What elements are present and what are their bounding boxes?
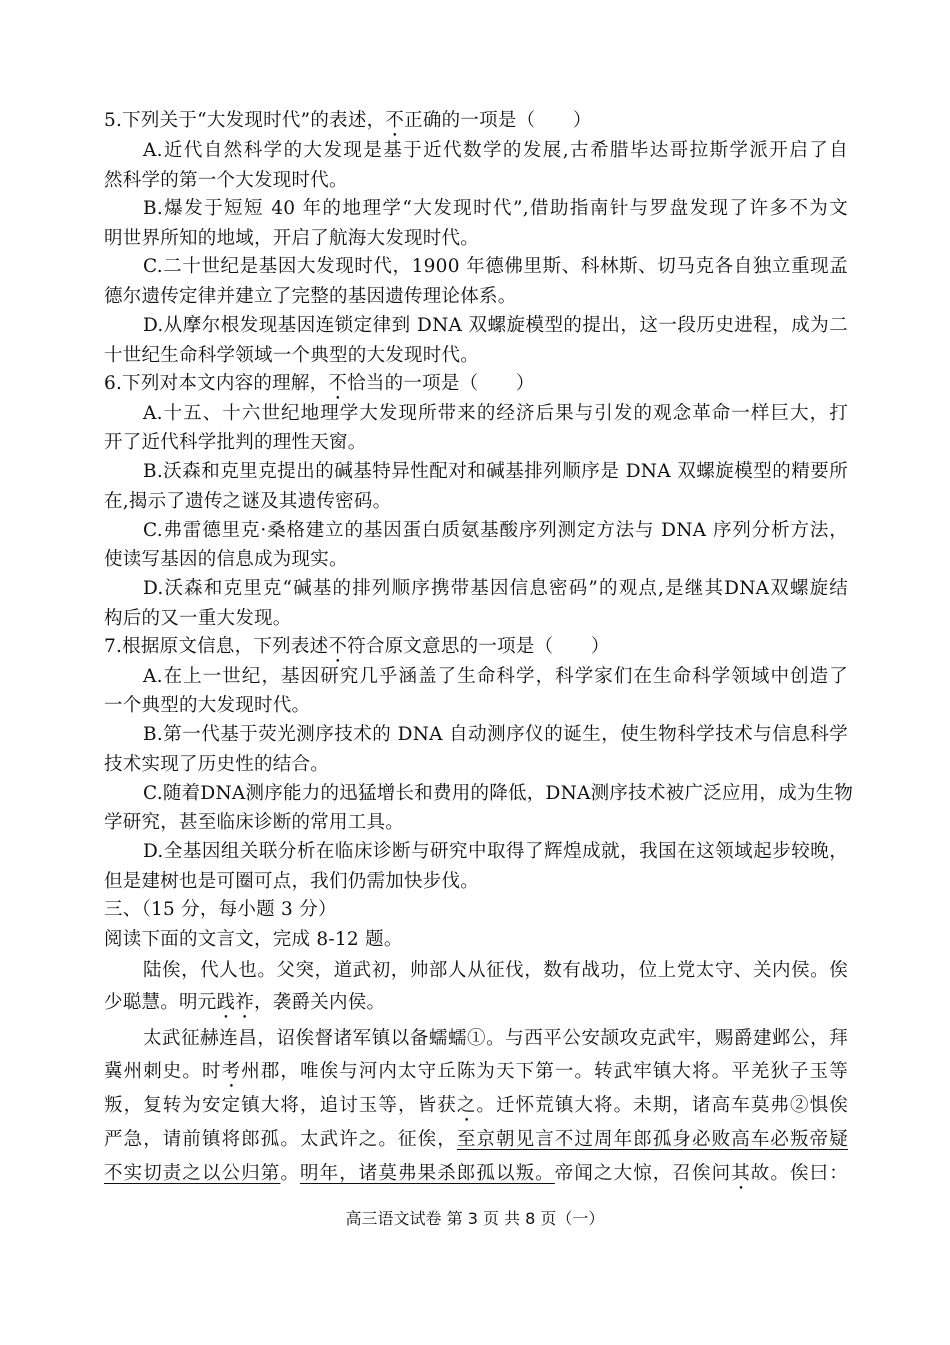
emphasis-char: 不 [385,110,405,131]
q6-option-c-cont: 使读写基因的信息成为现实。 [104,549,348,570]
stem-text: 6.下列对本文内容的理解， [104,373,329,394]
passage-text: 。 [280,1163,300,1184]
q5-option-b: B.爆发于短短 40 年的地理学“大发现时代”,借助指南针与罗盘发现了许多不为文 [143,198,848,219]
q7-option-a: A.在上一世纪，基因研究几乎涵盖了生命科学，科学家们在生命科学领域中创造了 [143,666,848,687]
underlined-sentence: 明年，诸莫弗果杀郎孤以叛。 [300,1163,555,1184]
passage-p1-line-2 [104,988,848,1023]
q6-option-c: C.弗雷德里克·桑格建立的基因蛋白质氨基酸序列测定方法与 DNA 序列分析方法， [143,520,848,541]
q6-option-a: A.十五、十六世纪地理学大发现所带来的经济后果与引发的观念革命一样巨大，打 [143,403,848,424]
emphasis-char: 之 [456,1095,477,1116]
passage-p2-line-3 [104,1091,848,1126]
passage-text: 严急，请前镇将郎孤。太武许之。征俟， [104,1129,457,1150]
emphasis-char: 不 [328,636,348,657]
passage-p2-line-2 [104,1057,848,1092]
stem-text: 恰当的一项是（ ） [347,373,535,394]
q6-option-a-cont: 开了近代科学批判的理性天窗。 [104,432,367,453]
q7-option-c-cont: 学研究，甚至临床诊断的常用工具。 [104,812,405,833]
passage-text: 帝闻之大惊，召俟问 [554,1163,732,1184]
passage-p2-line-4 [104,1125,848,1155]
q5-option-a-cont: 然科学的第一个大发现时代。 [104,170,348,191]
q5-option-b-cont: 明世界所知的地域，开启了航海大发现时代。 [104,228,480,249]
underlined-sentence: 不实切责之以公归第 [104,1163,281,1184]
q7-option-b-cont: 技术实现了历史性的结合。 [104,754,330,775]
emphasis-word: 践祚 [216,992,255,1013]
passage-p2-line-5 [104,1159,848,1194]
q5-option-d-cont: 十世纪生命科学领域一个典型的大发现时代。 [104,345,480,366]
q7-option-c: C.随着DNA测序能力的迅猛增长和费用的降低，DNA测序技术被广泛应用，成为生物 [143,783,854,804]
q5-option-a: A.近代自然科学的大发现是基于近代数学的发展,古希腊毕达哥拉斯学派开启了自 [143,140,848,161]
q5-option-d: D.从摩尔根发现基因连锁定律到 DNA 双螺旋模型的提出，这一段历史进程，成为二 [143,315,848,336]
q7-option-d: D.全基因组关联分析在临床诊断与研究中取得了辉煌成就，我国在这领域起步较晚， [143,841,848,862]
passage-p1-line-1: 陆俟，代人也。父突，道武初，帅部人从征伐，数有战功，位上党太守、关内侯。俟 [143,960,848,981]
stem-text: 7.根据原文信息，下列表述 [104,636,329,657]
stem-text: 5.下列关于“大发现时代”的表述， [104,110,386,131]
stem-text: 符合原文意思的一项是（ ） [347,636,610,657]
passage-text: 冀州刺史。时 [104,1061,222,1082]
section-3-heading: 三、（15 分，每小题 3 分） [104,899,337,920]
q7-option-a-cont: 一个典型的大发现时代。 [104,695,311,716]
q7-option-d-cont: 但是建树也是可圈可点，我们仍需加快步伐。 [104,871,480,892]
passage-text: 故。俟曰： [750,1163,848,1184]
q6-option-d-cont: 构后的又一重大发现。 [104,608,292,629]
passage-text: 叛，复转为安定镇大将，追讨玉等，皆获 [104,1095,457,1116]
q6-option-d: D.沃森和克里克“碱基的排列顺序携带基因信息密码”的观点,是继其DNA双螺旋结 [143,578,848,599]
q6-option-b-cont: 在,揭示了遗传之谜及其遗传密码。 [104,491,392,512]
passage-text: 州郡，唯俟与河内太守丘陈为天下第一。转武牢镇大将。平羌狄子玉等 [241,1061,848,1082]
passage-text: 。迁怀荒镇大将。未期，诸高车莫弗②惧俟 [476,1095,848,1116]
q5-option-c: C.二十世纪是基因大发现时代，1900 年德佛里斯、科林斯、切马克各自独立重现孟 [143,256,848,277]
q5-option-c-cont: 德尔遗传定律并建立了完整的基因遗传理论体系。 [104,286,517,307]
underlined-sentence: 至京朝见言不过周年郎孤身必败高车必叛帝疑 [456,1129,848,1150]
q7-option-b: B.第一代基于荧光测序技术的 DNA 自动测序仪的诞生，使生物科学技术与信息科学 [143,724,848,745]
emphasis-char: 其 [731,1163,751,1184]
passage-p2-line-1: 太武征赫连昌，诏俟督诸军镇以备蠕蠕①。与西平公安颉攻克武牢，赐爵建邺公，拜 [143,1028,848,1049]
passage-text: 少聪慧。明元 [104,992,217,1013]
section-3-instruction: 阅读下面的文言文，完成 8-12 题。 [104,929,403,950]
emphasis-char: 不 [328,373,348,394]
page-footer: 高三语文试卷 第 3 页 共 8 页（一） [345,1209,605,1228]
stem-text: 正确的一项是（ ） [404,110,592,131]
q6-option-b: B.沃森和克里克提出的碱基特异性配对和碱基排列顺序是 DNA 双螺旋模型的精要所 [143,461,848,482]
passage-text: ，袭爵关内侯。 [254,992,386,1013]
emphasis-char: 考 [221,1061,242,1082]
